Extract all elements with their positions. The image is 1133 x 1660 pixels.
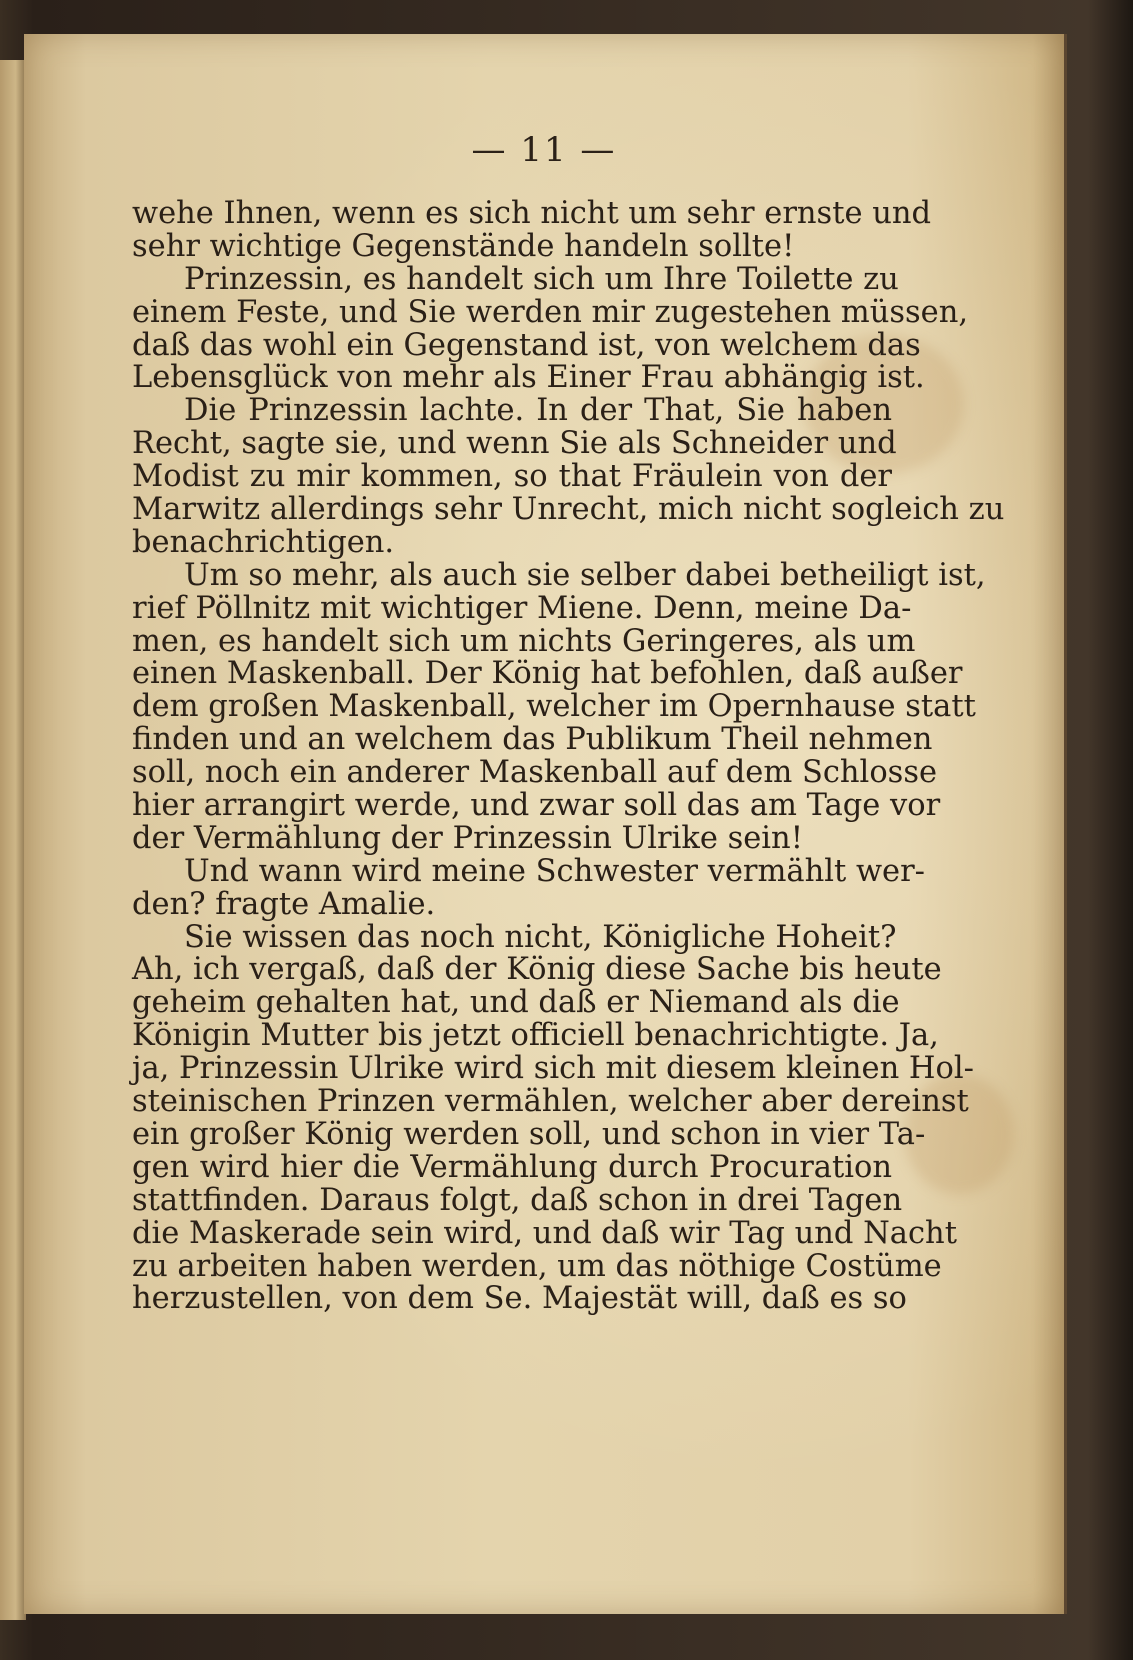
text-line: steinischen Prinzen vermählen, welcher aber dereinst (132, 1084, 969, 1120)
text-line: Modist zu mir kommen, so that Fräulein von der (132, 459, 892, 495)
text-line: stattfinden. Daraus folgt, daß schon in drei Tagen (132, 1182, 903, 1218)
text-line: Prinzessin, es handelt sich um Ihre Toilette zu (184, 261, 899, 297)
text-line: die Maskerade sein wird, und daß wir Tag und Nacht (132, 1215, 957, 1251)
text-line: geheim gehalten hat, und daß er Niemand als die (132, 985, 900, 1021)
text-line: der Vermählung der Prinzessin Ulrike sein! (132, 820, 803, 856)
text-line: Marwitz allerdings sehr Unrecht, mich nicht sogleich zu (132, 492, 1005, 528)
text-line: men, es handelt sich um nichts Geringeres, als um (132, 623, 916, 659)
text-line: Und wann wird meine Schwester vermählt wer- (184, 853, 925, 889)
text-line: Recht, sagte sie, und wenn Sie als Schneider und (132, 426, 897, 462)
page-number: — 11 — (471, 130, 617, 170)
text-line: ja, Prinzessin Ulrike wird sich mit diesem kleinen Hol- (132, 1051, 974, 1087)
text-line: sehr wichtige Gegenstände handeln sollte! (132, 228, 795, 264)
text-line: einen Maskenball. Der König hat befohlen, daß außer (132, 656, 963, 692)
book-page (24, 34, 1067, 1614)
text-line: ein großer König werden soll, und schon in vier Ta- (132, 1116, 926, 1152)
text-line: zu arbeiten haben werden, um das nöthige Costüme (132, 1248, 942, 1284)
body-text (132, 196, 1005, 1317)
text-line: den? fragte Amalie. (132, 886, 436, 922)
text-line: benachrichtigen. (132, 524, 395, 560)
text-line: daß das wohl ein Gegenstand ist, von welchem das (132, 327, 921, 363)
text-line: soll, noch ein anderer Maskenball auf dem Schlosse (132, 755, 938, 791)
text-line: Ah, ich vergaß, daß der König diese Sache bis heute (132, 952, 942, 988)
text-line: Um so mehr, als auch sie selber dabei betheiligt ist, (184, 557, 986, 593)
text-line: rief Pöllnitz mit wichtiger Miene. Denn, meine Da- (132, 590, 912, 626)
text-line: hier arrangirt werde, und zwar soll das am Tage vor (132, 788, 941, 824)
text-line: Sie wissen das noch nicht, Königliche Hoheit? (184, 919, 897, 955)
text-line: einem Feste, und Sie werden mir zugestehen müssen, (132, 294, 969, 330)
text-line: herzustellen, von dem Se. Majestät will, daß es so (132, 1281, 907, 1317)
text-line: Die Prinzessin lachte. In der That, Sie haben (184, 393, 892, 429)
text-line: gen wird hier die Vermählung durch Procuration (132, 1149, 892, 1185)
text-line: wehe Ihnen, wenn es sich nicht um sehr ernste und (132, 196, 932, 231)
text-line: Lebensglück von mehr als Einer Frau abhängig ist. (132, 360, 925, 396)
text-line: finden und an welchem das Publikum Theil nehmen (132, 722, 933, 758)
text-line: Königin Mutter bis jetzt officiell benachrichtigte. Ja, (132, 1018, 939, 1054)
previous-page-edge (0, 60, 26, 1620)
text-line: dem großen Maskenball, welcher im Opernhause statt (132, 689, 976, 725)
